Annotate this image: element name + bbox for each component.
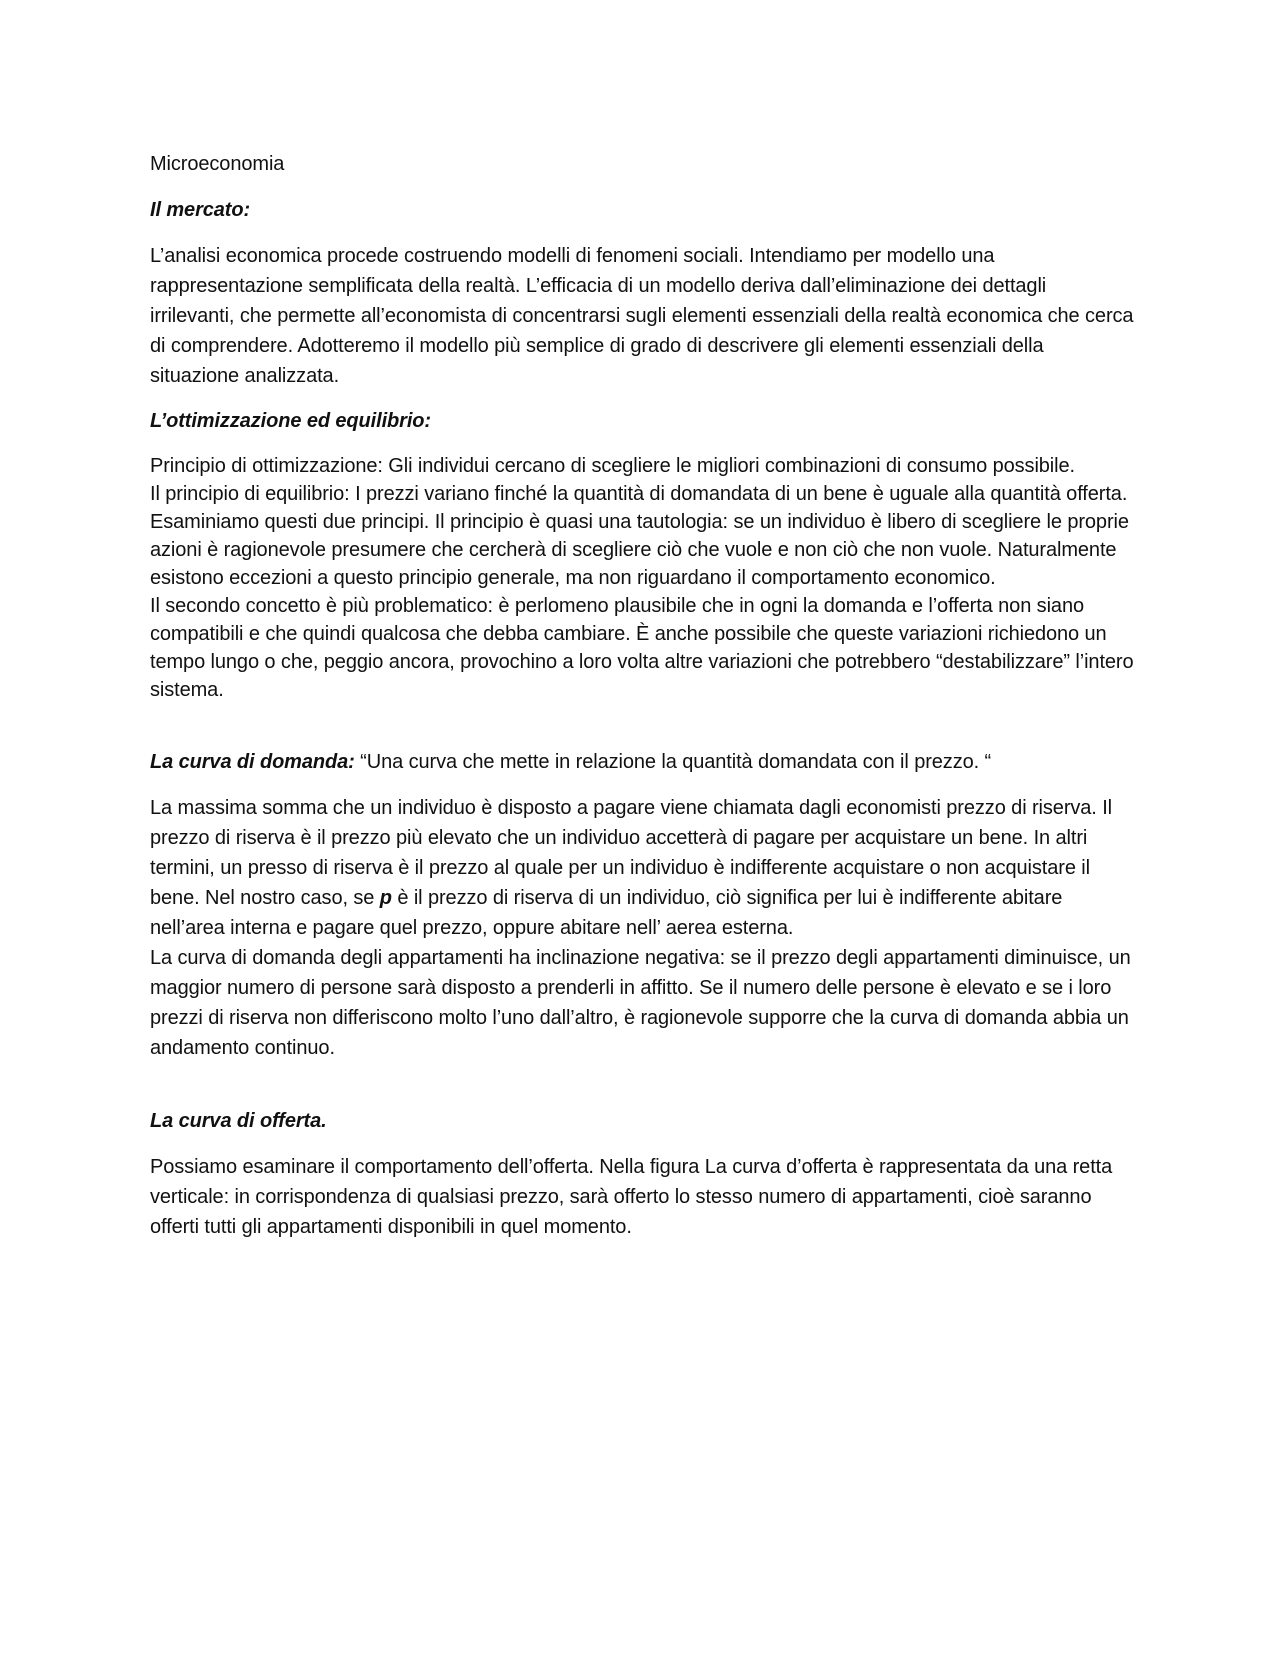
- supply-paragraph: Possiamo esaminare il comportamento dell’offerta. Nella figura La curva d’offerta è rappresentata da una retta verticale: in corrispondenza di qualsiasi prezzo, sarà offerto lo stesso numero di appartamenti, cioè saranno offerti tutti gli appartamenti disponibili in quel momento.: [150, 1156, 1113, 1238]
- document-body: [150, 150, 1135, 1258]
- principles-discussion-paragraph: Esaminiamo questi due principi. Il principio è quasi una tautologia: se un individuo è libero di scegliere le proprie azioni è ragionevole presumere che cercherà di scegliere ciò che vuole e non ciò che non vuole. Naturalmente esistono eccezioni a questo principio generale, ma non riguardano il comportamento economico.: [150, 511, 1129, 589]
- section-heading-market: Il mercato:: [150, 199, 251, 221]
- reservation-price-text-start: La massima somma che un individuo è disposto a pagare viene chiamata dagli economisti prezzo di riserva. Il prezzo di riserva è il prezzo più elevato che un individuo accetterà di pagare per acquistare un bene. In altri termini, un presso di riserva è il prezzo al quale per un individuo è indifferente acquistare o non acquistare il bene. Nel nostro caso, se: [150, 797, 1113, 909]
- optimization-block: [150, 452, 1135, 704]
- second-concept-paragraph: Il secondo concetto è più problematico: è perlomeno plausibile che in ogni la domanda e l’offerta non siano compatibili e che quindi qualcosa che debba cambiare. È anche possibile che queste variazioni richiedono un tempo lungo o che, peggio ancora, provochino a loro volta altre variazioni che potrebbero “destabilizzare” l’intero sistema.: [150, 595, 1134, 701]
- demand-heading-line: [150, 748, 1135, 776]
- document-title: Microeconomia: [150, 153, 285, 175]
- optimization-principle-paragraph: Principio di ottimizzazione: Gli individui cercano di scegliere le migliori combinazioni di consumo possibile.: [150, 455, 1075, 477]
- section-heading-demand: La curva di domanda:: [150, 751, 355, 773]
- market-paragraph: L’analisi economica procede costruendo modelli di fenomeni sociali. Intendiamo per modello una rappresentazione semplificata della realtà. L’efficacia di un modello deriva dall’eliminazione dei dettagli irrilevanti, che permette all’economista di concentrarsi sugli elementi essenziali della realtà economica che cerca di comprendere. Adotteremo il modello più semplice di grado di descrivere gli elementi essenziali della situazione analizzata.: [150, 245, 1134, 387]
- section-heading-supply: La curva di offerta.: [150, 1110, 327, 1132]
- price-symbol: p: [379, 887, 392, 909]
- section-heading-optimization: L’ottimizzazione ed equilibrio:: [150, 410, 431, 432]
- demand-slope-paragraph: La curva di domanda degli appartamenti ha inclinazione negativa: se il prezzo degli appartamenti diminuisce, un maggior numero di persone sarà disposto a prenderli in affitto. Se il numero delle persone è elevato e se i loro prezzi di riserva non differiscono molto l’uno dall’altro, è ragionevole supporre che la curva di domanda abbia un andamento continuo.: [150, 947, 1131, 1059]
- reservation-price-paragraph: [150, 793, 1135, 943]
- demand-block: [150, 793, 1135, 1063]
- demand-definition: “Una curva che mette in relazione la quantità domandata con il prezzo. “: [354, 751, 992, 773]
- reservation-price-text-end: è il prezzo di riserva di un individuo, ciò significa per lui è indifferente abitare nell’area interna e pagare quel prezzo, oppure abitare nell’ aerea esterna.: [150, 887, 1063, 939]
- equilibrium-principle-paragraph: Il principio di equilibrio: I prezzi variano finché la quantità di domandata di un bene è uguale alla quantità offerta.: [150, 483, 1128, 505]
